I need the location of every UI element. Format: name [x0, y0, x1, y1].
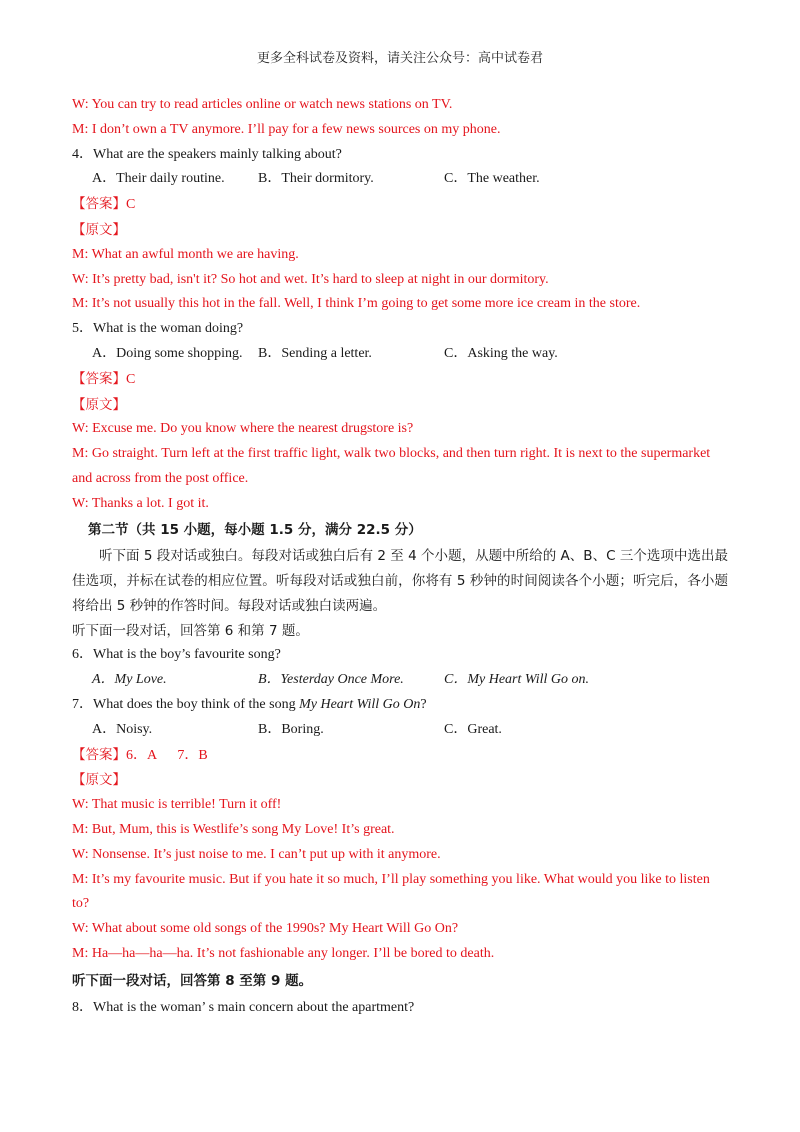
question-4: 4．What are the speakers mainly talking about? — [72, 146, 342, 162]
answer-label: 【答案】 — [72, 196, 126, 213]
answer-label: 【答案】 — [72, 746, 126, 763]
document-body — [72, 93, 732, 1020]
transcript-line: W: You can try to read articles online or watch news stations on TV. — [72, 97, 453, 112]
transcript-line: W: That music is terrible! Turn it off! — [72, 797, 282, 813]
question-6: 6．What is the boy’s favourite song? — [72, 647, 281, 663]
transcript-line: W: What about some old songs of the 1990s? My Heart Will Go On? — [72, 921, 459, 937]
transcript-line: M: What an awful month we are having. — [72, 246, 299, 262]
song-title: My Heart Will Go On — [299, 696, 421, 712]
transcript-label: 【原文】 — [72, 221, 126, 238]
option-b: B．Their dormitory. — [258, 171, 374, 187]
question-mark: ? — [420, 696, 427, 712]
page-header: 更多全科试卷及资料，请关注公众号：高中试卷君 — [256, 51, 543, 66]
option-c: C．The weather. — [444, 171, 540, 187]
option-b: B．Yesterday Once More. — [258, 672, 404, 688]
answer-value: C — [126, 197, 136, 213]
answer-5 — [72, 367, 732, 393]
question-4-options — [72, 167, 732, 192]
transcript-line: W: Excuse me. Do you know where the nearest drugstore is? — [72, 421, 414, 437]
question-6-options — [72, 668, 732, 693]
section-instructions: 听下面 5 段对话或独白。每段对话或独白后有 2 至 4 个小题，从题中所给的 A、B、C 三个选项中选出最佳选项，并标在试卷的相应位置。听每段对话或独白前，你将有 5 秒钟的时间阅读各个小题；听完后，各小题将给出 5 秒钟的作答时间。每段对话或独白读两遍。 — [72, 547, 728, 614]
question-text: 7．What does the boy think of the song — [72, 696, 300, 712]
answer-label: 【答案】 — [72, 370, 126, 387]
dialogue-intro: 听下面一段对话，回答第 6 和第 7 题。 — [72, 622, 309, 639]
transcript-line: W: It’s pretty bad, isn't it? So hot and wet. It’s hard to sleep at night in our dormitory. — [72, 271, 549, 287]
option-b: B．Boring. — [258, 721, 324, 737]
question-5-options — [72, 342, 732, 367]
option-a: A．Noisy. — [92, 721, 153, 737]
transcript-line: W: Thanks a lot. I got it. — [72, 495, 209, 511]
question-5: 5．What is the woman doing? — [72, 321, 244, 337]
question-7-options — [72, 718, 732, 743]
option-b: B．Sending a letter. — [258, 345, 372, 361]
transcript-line: M: Ha—ha—ha—ha. It’s not fashionable any longer. I’ll be bored to death. — [72, 945, 495, 961]
answer-value: C — [126, 371, 136, 387]
transcript-line: M: It’s my favourite music. But if you hate it so much, I’ll play something you like. What would you like to listen to? — [72, 871, 710, 912]
answer-6-7 — [72, 743, 732, 769]
option-c: C．Great. — [444, 721, 502, 737]
option-c: C．Asking the way. — [444, 345, 558, 361]
option-a: A．My Love. — [92, 672, 167, 688]
answer-4 — [72, 192, 732, 218]
transcript-line: M: But, Mum, this is Westlife’s song My Love! It’s great. — [72, 821, 395, 837]
question-7 — [72, 693, 732, 718]
transcript-label: 【原文】 — [72, 772, 126, 789]
transcript-line: W: Nonsense. It’s just noise to me. I can’t put up with it anymore. — [72, 846, 441, 862]
transcript-line: M: I don’t own a TV anymore. I’ll pay for a few news sources on my phone. — [72, 121, 501, 137]
transcript-label: 【原文】 — [72, 396, 126, 413]
transcript-line: M: It’s not usually this hot in the fall. Well, I think I’m going to get some more ice cream in the store. — [72, 296, 641, 312]
transcript-line: M: Go straight. Turn left at the first traffic light, walk two blocks, and then turn right. It is next to the supermarket and across from the post office. — [72, 446, 711, 486]
answer-value: 6．A 7．B — [126, 747, 208, 763]
option-a: A．Doing some shopping. — [92, 345, 243, 361]
section-title: 第二节（共 15 小题，每小题 1.5 分，满分 22.5 分） — [88, 521, 422, 538]
dialogue-intro: 听下面一段对话，回答第 8 至第 9 题。 — [72, 972, 313, 989]
question-8: 8．What is the woman’ s main concern about the apartment? — [72, 999, 415, 1015]
option-a: A．Their daily routine. — [92, 171, 225, 187]
option-c: C．My Heart Will Go on. — [444, 672, 590, 688]
